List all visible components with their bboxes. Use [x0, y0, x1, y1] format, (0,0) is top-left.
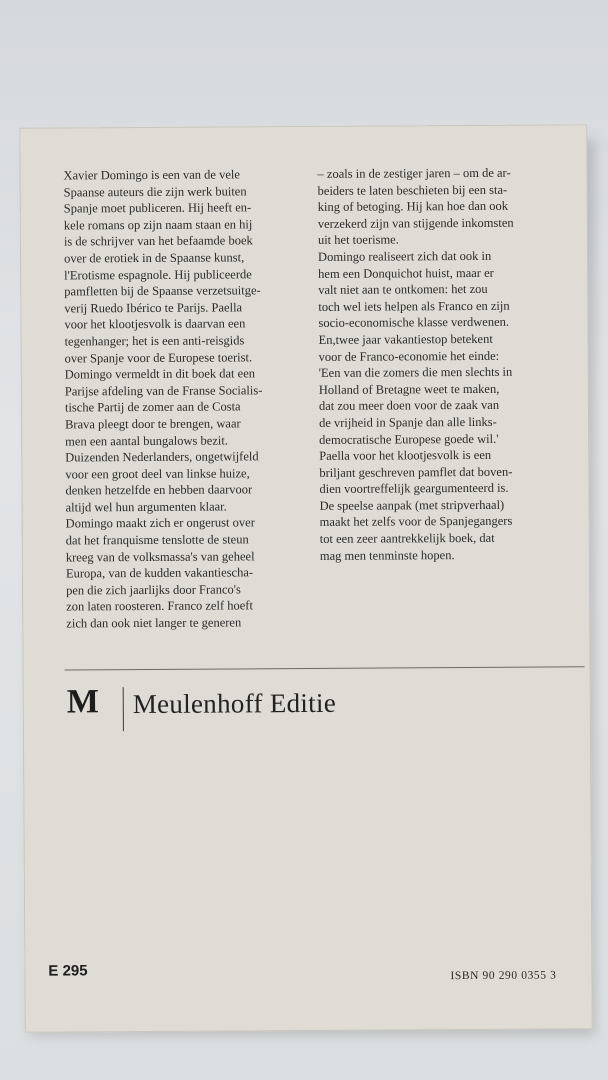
blurb-line: tegenhanger; het is een anti-reisgids	[64, 333, 245, 349]
blurb-right-column	[317, 164, 574, 564]
blurb-line: Domingo maakt zich er ongerust over	[65, 515, 255, 531]
blurb-line: altijd wel hun argumenten klaar.	[65, 499, 227, 515]
blurb-line: over de erotiek in de Spaanse kunst,	[63, 250, 245, 266]
blurb-line: voor het klootjesvolk is daarvan een	[64, 316, 246, 332]
blurb-line: Parijse afdeling van de Franse Socialis-	[64, 382, 263, 399]
blurb-line: beiders te laten beschieten bij een sta-	[317, 182, 508, 198]
blurb-line: king of betoging. Hij kan hoe dan ook	[317, 198, 509, 215]
blurb-line: pamfletten bij de Spaanse verzetsuitge-	[64, 283, 261, 299]
blurb-line: tische Partij de zomer aan de Costa	[64, 399, 241, 415]
series-code: E 295	[48, 962, 88, 980]
blurb-line: Brava pleegt door te brengen, waar	[65, 416, 241, 432]
blurb-line: Spanje moet publiceren. Hij heeft en-	[63, 200, 252, 216]
blurb-line: uit het toerisme.	[317, 232, 399, 248]
blurb-line: denken hetzelfde en hebben daarvoor	[65, 482, 253, 498]
blurb-line: over Spanje voor de Europese toerist.	[64, 349, 253, 366]
blurb-left-column	[63, 166, 321, 632]
divider-rule	[65, 666, 585, 670]
blurb-line: Xavier Domingo is een van de vele	[63, 167, 240, 183]
blurb-line: l'Erotisme espagnole. Hij publiceerde	[64, 266, 252, 283]
blurb-line: Europa, van de kudden vakantiescha-	[65, 565, 254, 581]
blurb-line: mag men tenminste hopen.	[319, 547, 455, 563]
blurb-line: kreeg van de volksmassa's van geheel	[65, 548, 255, 565]
blurb-line: de vrijheid in Spanje dan alle links-	[319, 414, 497, 430]
blurb-line: zich dan ook niet langer te generen	[66, 615, 242, 631]
blurb-line: En,twee jaar vakantiestop betekent	[318, 331, 493, 347]
blurb-line: zon laten roosteren. Franco zelf hoeft	[66, 598, 253, 614]
blurb-line: pen die zich jaarlijks door Franco's	[66, 582, 241, 598]
logo-divider	[123, 687, 124, 731]
blurb-line: democratische Europese goede wil.'	[319, 431, 499, 447]
publisher-logo-mark: M	[66, 683, 99, 721]
blurb-line: valt niet aan te ontkomen: het zou	[318, 282, 488, 298]
blurb-line: verij Ruedo Ibérico te Parijs. Paella	[64, 300, 243, 316]
blurb-line: hem een Donquichot huist, maar er	[318, 265, 494, 281]
publisher-name: Meulenhoff Editie	[132, 687, 337, 720]
book-back-cover	[19, 124, 593, 1032]
blurb-line: toch wel iets helpen als Franco en zijn	[318, 298, 510, 314]
blurb-line: maakt het zelfs voor de Spanjegangers	[319, 514, 513, 530]
blurb-line: verzekerd zijn van stijgende inkomsten	[317, 215, 514, 231]
blurb-line: tot een zeer aantrekkelijk boek, dat	[319, 530, 495, 546]
blurb-line: Domingo vermeldt in dit boek dat een	[64, 366, 256, 382]
blurb-line: dat het franquisme tenslotte de steun	[65, 532, 249, 548]
blurb-line: voor de Franco-economie het einde:	[318, 348, 500, 364]
blurb-line: Holland of Bretagne weet te maken,	[318, 381, 500, 397]
blurb-line: voor een groot deel van linkse huize,	[65, 466, 250, 482]
blurb-line: is de schrijver van het befaamde boek	[63, 233, 253, 249]
blurb-line: – zoals in de zestiger jaren – om de ar-	[317, 165, 511, 181]
blurb-line: briljant geschreven pamflet dat boven-	[319, 464, 513, 480]
blurb-line: De speelse aanpak (met stripverhaal)	[319, 497, 505, 513]
blurb-line: dien voortreffelijk geargumenteerd is.	[319, 481, 509, 497]
isbn-number: ISBN 90 290 0355 3	[450, 969, 557, 983]
blurb-line: dat zou meer doen voor de zaak van	[318, 398, 500, 414]
blurb-line: 'Een van die zomers die men slechts in	[318, 364, 513, 381]
blurb-line: kele romans op zijn naam staan en hij	[63, 217, 253, 233]
blurb-line: Duizenden Nederlanders, ongetwijfeld	[65, 449, 259, 465]
blurb-line: socio-economische klasse verdwenen.	[318, 315, 510, 331]
blurb-line: men een aantal bungalows bezit.	[65, 432, 228, 448]
blurb-line: Spaanse auteurs die zijn werk buiten	[63, 183, 247, 200]
blurb-line: Domingo realiseert zich dat ook in	[317, 248, 492, 264]
blurb-line: Paella voor het klootjesvolk is een	[319, 447, 492, 464]
